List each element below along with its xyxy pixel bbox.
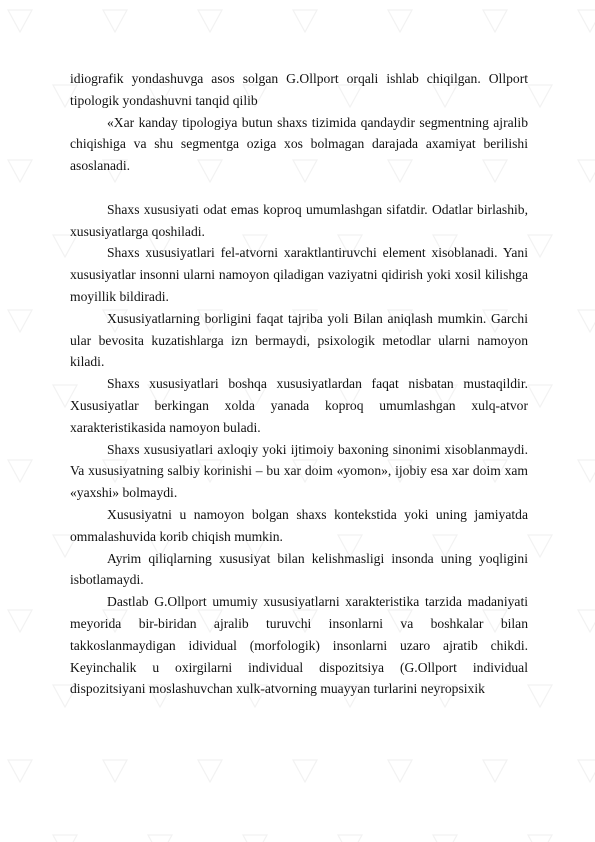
watermark-mark xyxy=(388,10,412,32)
paragraph: Shaxs xususiyatlari axloqiy yoki ijtimoiy baxoning sinonimi xisoblanmaydi. Va xususiyatning salbiy korinishi – bu xar doim «yomon», ijobiy esa xar doim xam «yaxshi» bolmaydi. xyxy=(70,441,528,501)
paragraph: Ayrim qiliqlarning xususiyat bilan kelishmasligi insonda uning yoqligini isbotlamaydi. xyxy=(70,550,528,588)
paragraph: Xususiyatlarning borligini faqat tajriba yoli Bilan aniqlash mumkin. Garchi ular bevosita kuzatishlarga izn bermaydi, psixologik metodlar ularni namoyon kiladi. xyxy=(70,310,528,370)
paragraph: Dastlab G.Ollport umumiy xususiyatlarni xarakteristika tarzida madaniyati meyorida bir-biridan ajralib turuvchi insonlarni va boshkalar bilan takkoslanmaydigan idividual (morfologik) insonlarni uzaro ajratib chikdi. Keyinchalik u oxirgilarni individual dispozitsiya (G.Ollport individual dispozitsiyani moslashuvchan xulk-atvorning muayyan turlarini neyropsixik xyxy=(70,594,528,697)
watermark-mark xyxy=(528,385,552,407)
paragraph: Shaxs xususiyatlari boshqa xususiyatlardan faqat nisbatan mustaqildir. Xususiyatlar berkingan xolda yanada koproq umumlashgan xulq-atvor xarakteristikasida namoyon buladi. xyxy=(70,376,528,435)
paragraph: «Xar kanday tipologiya butun shaxs tizimida qandaydir segmentning ajralib chiqishiga va shu segmentga oziga xos bolmagan darajada axamiyat berilishi asoslanadi. xyxy=(70,114,528,174)
watermark-mark xyxy=(103,760,127,782)
watermark-mark xyxy=(198,10,222,32)
blank-line xyxy=(70,177,528,199)
watermark-mark xyxy=(338,835,362,842)
watermark-mark xyxy=(433,835,457,842)
watermark-mark xyxy=(8,760,32,782)
watermark-mark xyxy=(483,760,507,782)
watermark-mark xyxy=(103,10,127,32)
watermark-mark xyxy=(53,835,77,842)
watermark-mark xyxy=(483,10,507,32)
watermark-mark xyxy=(8,310,32,332)
watermark-mark xyxy=(528,835,552,842)
watermark-mark xyxy=(8,610,32,632)
watermark-mark xyxy=(578,760,595,782)
watermark-mark xyxy=(528,685,552,707)
watermark-mark xyxy=(528,535,552,557)
watermark-mark xyxy=(388,760,412,782)
watermark-mark xyxy=(198,760,222,782)
paragraph: idiografik yondashuvga asos solgan G.Ollport orqali ishlab chiqilgan. Ollport tipologik yondashuvni tanqid qilib xyxy=(70,71,528,108)
watermark-mark xyxy=(8,10,32,32)
watermark-mark xyxy=(528,85,552,107)
watermark-mark xyxy=(578,460,595,482)
paragraph: Shaxs xususiyati odat emas koproq umumlashgan sifatdir. Odatlar birlashib, xususiyatlarga qoshiladi. xyxy=(70,201,528,239)
watermark-mark xyxy=(243,835,267,842)
document-page xyxy=(70,68,528,700)
watermark-mark xyxy=(578,160,595,182)
watermark-mark xyxy=(578,10,595,32)
watermark-mark xyxy=(578,610,595,632)
watermark-mark xyxy=(148,835,172,842)
watermark-mark xyxy=(293,760,317,782)
paragraph: Shaxs xususiyatlari fel-atvorni xaraktlantiruvchi element xisoblanadi. Yani xususiyatlar insonni ularni namoyon qiladigan vaziyatni qidirish yoki xosil kilishga moyillik bildiradi. xyxy=(70,245,528,304)
watermark-mark xyxy=(8,460,32,482)
watermark-mark xyxy=(528,235,552,257)
watermark-mark xyxy=(8,160,32,182)
paragraph: Xususiyatni u namoyon bolgan shaxs kontekstida yoki uning jamiyatda ommalashuvida korib chiqish mumkin. xyxy=(70,506,528,544)
watermark-mark xyxy=(293,10,317,32)
watermark-mark xyxy=(578,310,595,332)
